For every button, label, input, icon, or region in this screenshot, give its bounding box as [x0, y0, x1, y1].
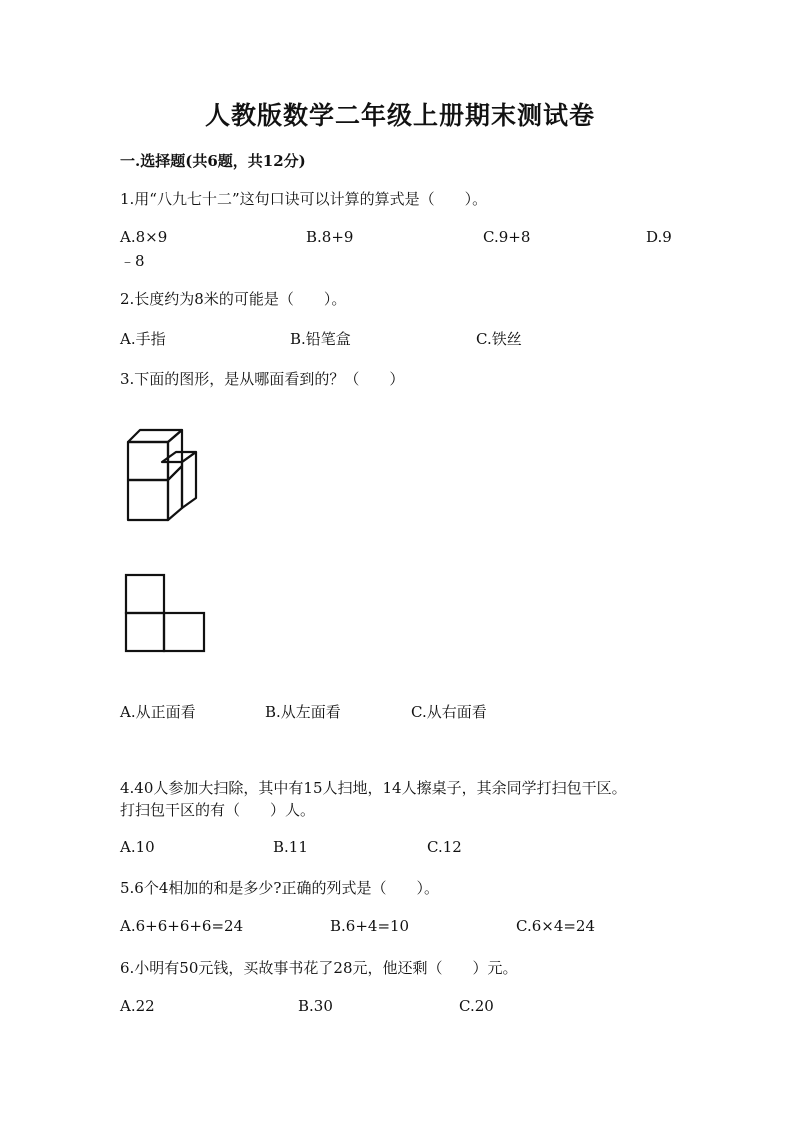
lower-cube-side-face	[168, 466, 182, 520]
question-3-option-a: A.从正面看	[120, 703, 196, 721]
question-2-text: 2.长度约为8米的可能是（ ）。	[120, 290, 347, 308]
question-5-text: 5.6个4相加的和是多少?正确的列式是（ ）。	[120, 879, 439, 897]
question-3-option-c: C.从右面看	[411, 703, 487, 721]
question-4-option-b: B.11	[273, 838, 308, 856]
question-1-option-d: D.9	[646, 228, 672, 246]
front-lower-square	[128, 480, 168, 520]
question-3-option-b: B.从左面看	[265, 703, 341, 721]
question-1-text: 1.用“八九七十二”这句口诀可以计算的算式是（ ）。	[120, 190, 488, 208]
question-4-option-a: A.10	[120, 838, 155, 856]
flat-bottom-left-square	[126, 613, 164, 651]
question-1-option-a: A.8×9	[120, 228, 168, 246]
question-6-text: 6.小明有50元钱，买故事书花了28元，他还剩（ ）元。	[120, 959, 518, 977]
question-2-option-a: A.手指	[120, 330, 166, 348]
question-4-option-c: C.12	[427, 838, 462, 856]
flat-bottom-right-square	[164, 613, 204, 651]
question-4-text-line2: 打扫包干区的有（ ）人。	[120, 801, 316, 819]
flat-top-square	[126, 575, 164, 613]
question-5-option-c: C.6×4=24	[516, 917, 596, 935]
question-1-option-d-continued: ﹣8	[120, 252, 145, 270]
question-6-option-a: A.22	[120, 997, 155, 1015]
question-1-option-b: B.8+9	[306, 228, 354, 246]
question-6-option-b: B.30	[298, 997, 333, 1015]
flat-view-figure	[120, 570, 212, 656]
question-5-option-b: B.6+4=10	[330, 917, 410, 935]
question-2-option-c: C.铁丝	[476, 330, 522, 348]
question-1-option-c: C.9+8	[483, 228, 531, 246]
right-cube-side-face	[182, 452, 196, 508]
cube-stack-3d-figure	[120, 420, 210, 530]
question-2-option-b: B.铅笔盒	[290, 330, 351, 348]
question-4-text-line1: 4.40人参加大扫除，其中有15人扫地，14人擦桌子，其余同学打扫包干区。	[120, 779, 627, 797]
question-3-text: 3.下面的图形，是从哪面看到的？（ ）	[120, 370, 405, 388]
page-title: 人教版数学二年级上册期末测试卷	[204, 101, 595, 130]
question-5-option-a: A.6+6+6+6=24	[120, 917, 244, 935]
section-heading: 一.选择题(共6题，共12分)	[120, 152, 306, 170]
question-6-option-c: C.20	[459, 997, 494, 1015]
